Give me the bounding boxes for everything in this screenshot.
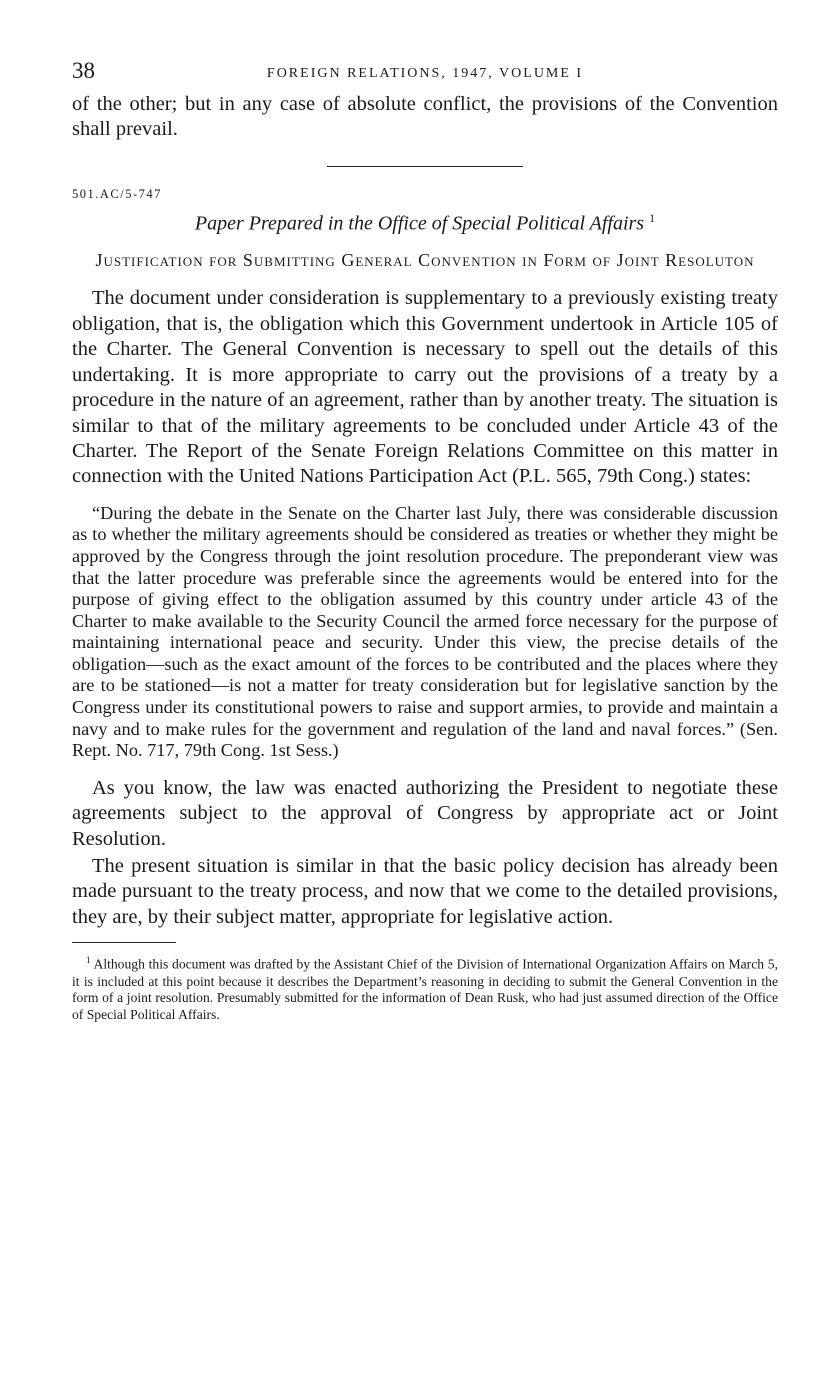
section-divider: [327, 166, 523, 167]
block-quote: “During the debate in the Senate on the Charter last July, there was considerable discussion as to whether the military agreements should be considered as treaties or whether they might be approved by the Congress through the joint resolution procedure. The preponderant view was that the latter procedure was preferable since the agreements would be entered into for the purpose of giving effect to the obligation assumed by this country under article 43 of the Charter to make available to the Security Council the armed force necessary for the purpose of maintaining international peace and security. Under this view, the precise details of the obligation—such as the exact amount of the forces to be contributed and the places where they are to be stationed—is not a matter for treaty consideration but for legislative sanction by the Congress under its constitutional powers to raise and support armies, to provide and maintain a navy and to make rules for the government and regulation of the land and naval forces.” (Sen. Rept. No. 717, 79th Cong. 1st Sess.): [72, 502, 778, 761]
document-title-text: Paper Prepared in the Office of Special Political Affairs: [194, 212, 645, 235]
footnote: [72, 952, 778, 1024]
footnote-text: Although this document was drafted by the Assistant Chief of the Division of International Organization Affairs on March 5, it is included at this point because it describes the Department’s reasoning in deciding to submit the General Convention in the form of a joint resolution. Presumably submitted for the information of Dean Rusk, who had just assumed direction of the Office of Special Political Affairs.: [72, 956, 778, 1023]
footnote-divider: [72, 942, 176, 943]
page-number: 38: [72, 58, 95, 83]
document-heading: Justification for Submitting General Convention in Form of Joint Resoluton: [95, 250, 755, 271]
running-head: FOREIGN RELATIONS, 1947, VOLUME I: [266, 66, 584, 81]
continuation-paragraph: of the other; but in any case of absolute conflict, the provisions of the Convention shall prevail.: [72, 93, 778, 141]
body-paragraph: The present situation is similar in that the basic policy decision has already been made pursuant to the treaty process, and now that we come to the detailed provisions, they are, by their subject matter, appropriate for legislative action.: [72, 855, 778, 928]
body-paragraph: As you know, the law was enacted authorizing the President to negotiate these agreements subject to the approval of Congress by appropriate act or Joint Resolution.: [72, 776, 778, 850]
document-title: [72, 211, 778, 236]
file-reference: 501.AC/5-747: [72, 186, 162, 201]
footnote-ref: 1: [649, 210, 656, 225]
body-paragraph: The document under consideration is supplementary to a previously existing treaty obligation, that is, the obligation which this Government undertook in Article 105 of the Charter. The General Convention is necessary to spell out the details of this undertaking. It is more appropriate to carry out the provisions of a treaty by a procedure in the nature of an agreement, rather than by another treaty. The situation is similar to that of the military agreements to be concluded under Article 43 of the Charter. The Report of the Senate Foreign Relations Committee on this matter in connection with the United Nations Participation Act (P.L. 565, 79th Cong.) states:: [72, 287, 778, 488]
page-header: [72, 58, 778, 92]
document-page: [72, 58, 778, 1024]
footnote-marker: 1: [86, 955, 91, 966]
